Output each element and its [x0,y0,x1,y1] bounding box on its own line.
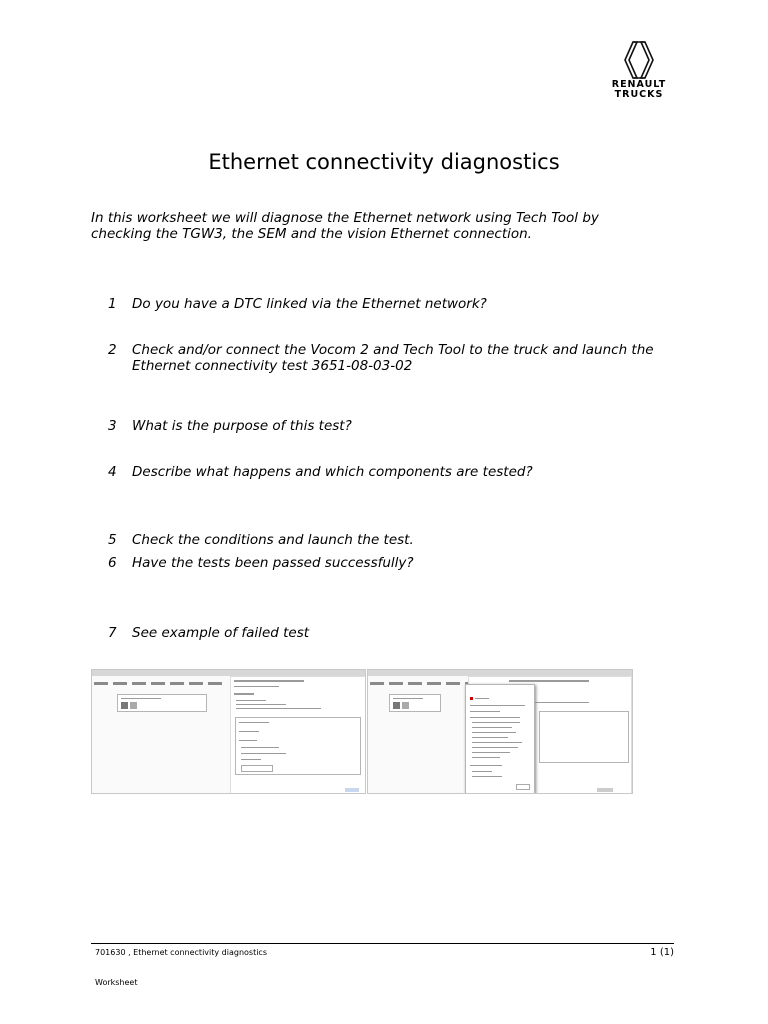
screenshot-error-dialog [465,684,535,794]
question-text: What is the purpose of this test? [132,418,352,434]
question-text: Describe what happens and which components are tested? [132,464,533,480]
footer-document-id: 701630 , Ethernet connectivity diagnostics [95,948,267,957]
footer-divider [91,943,674,944]
question-number: 3 [108,418,117,434]
question-text: See example of failed test [132,625,310,641]
footer-document-type: Worksheet [95,978,138,987]
logo-line-1: RENAULT [611,79,667,90]
screenshot-test-failed [367,669,633,794]
question-text: Have the tests been passed successfully? [132,555,414,571]
question-number: 7 [108,625,117,641]
screenshot-test-box [389,694,441,712]
footer-page-number: 1 (1) [650,947,674,958]
question-number: 6 [108,555,117,571]
screenshot-result-panel [230,676,366,794]
page-title: Ethernet connectivity diagnostics [208,150,560,174]
renault-trucks-logo [604,40,674,100]
question-text: Check the conditions and launch the test. [132,532,414,548]
renault-diamond-icon [624,40,654,80]
question-text: Do you have a DTC linked via the Ethernet network? [132,296,487,312]
question-number: 2 [108,342,117,358]
failed-test-screenshots [91,669,633,794]
question-text: Check and/or connect the Vocom 2 and Tech Tool to the truck and launch the Ethernet connectivity test 3651-08-03-02 [132,342,654,374]
logo-line-2: TRUCKS [614,89,664,100]
question-number: 5 [108,532,117,548]
screenshot-test-box [117,694,207,712]
question-number: 1 [108,296,117,312]
screenshot-test-passed [91,669,366,794]
question-number: 4 [108,464,117,480]
intro-paragraph: In this worksheet we will diagnose the Ethernet network using Tech Tool by checking the TGW3, the SEM and the vision Ethernet connection. [91,210,599,242]
